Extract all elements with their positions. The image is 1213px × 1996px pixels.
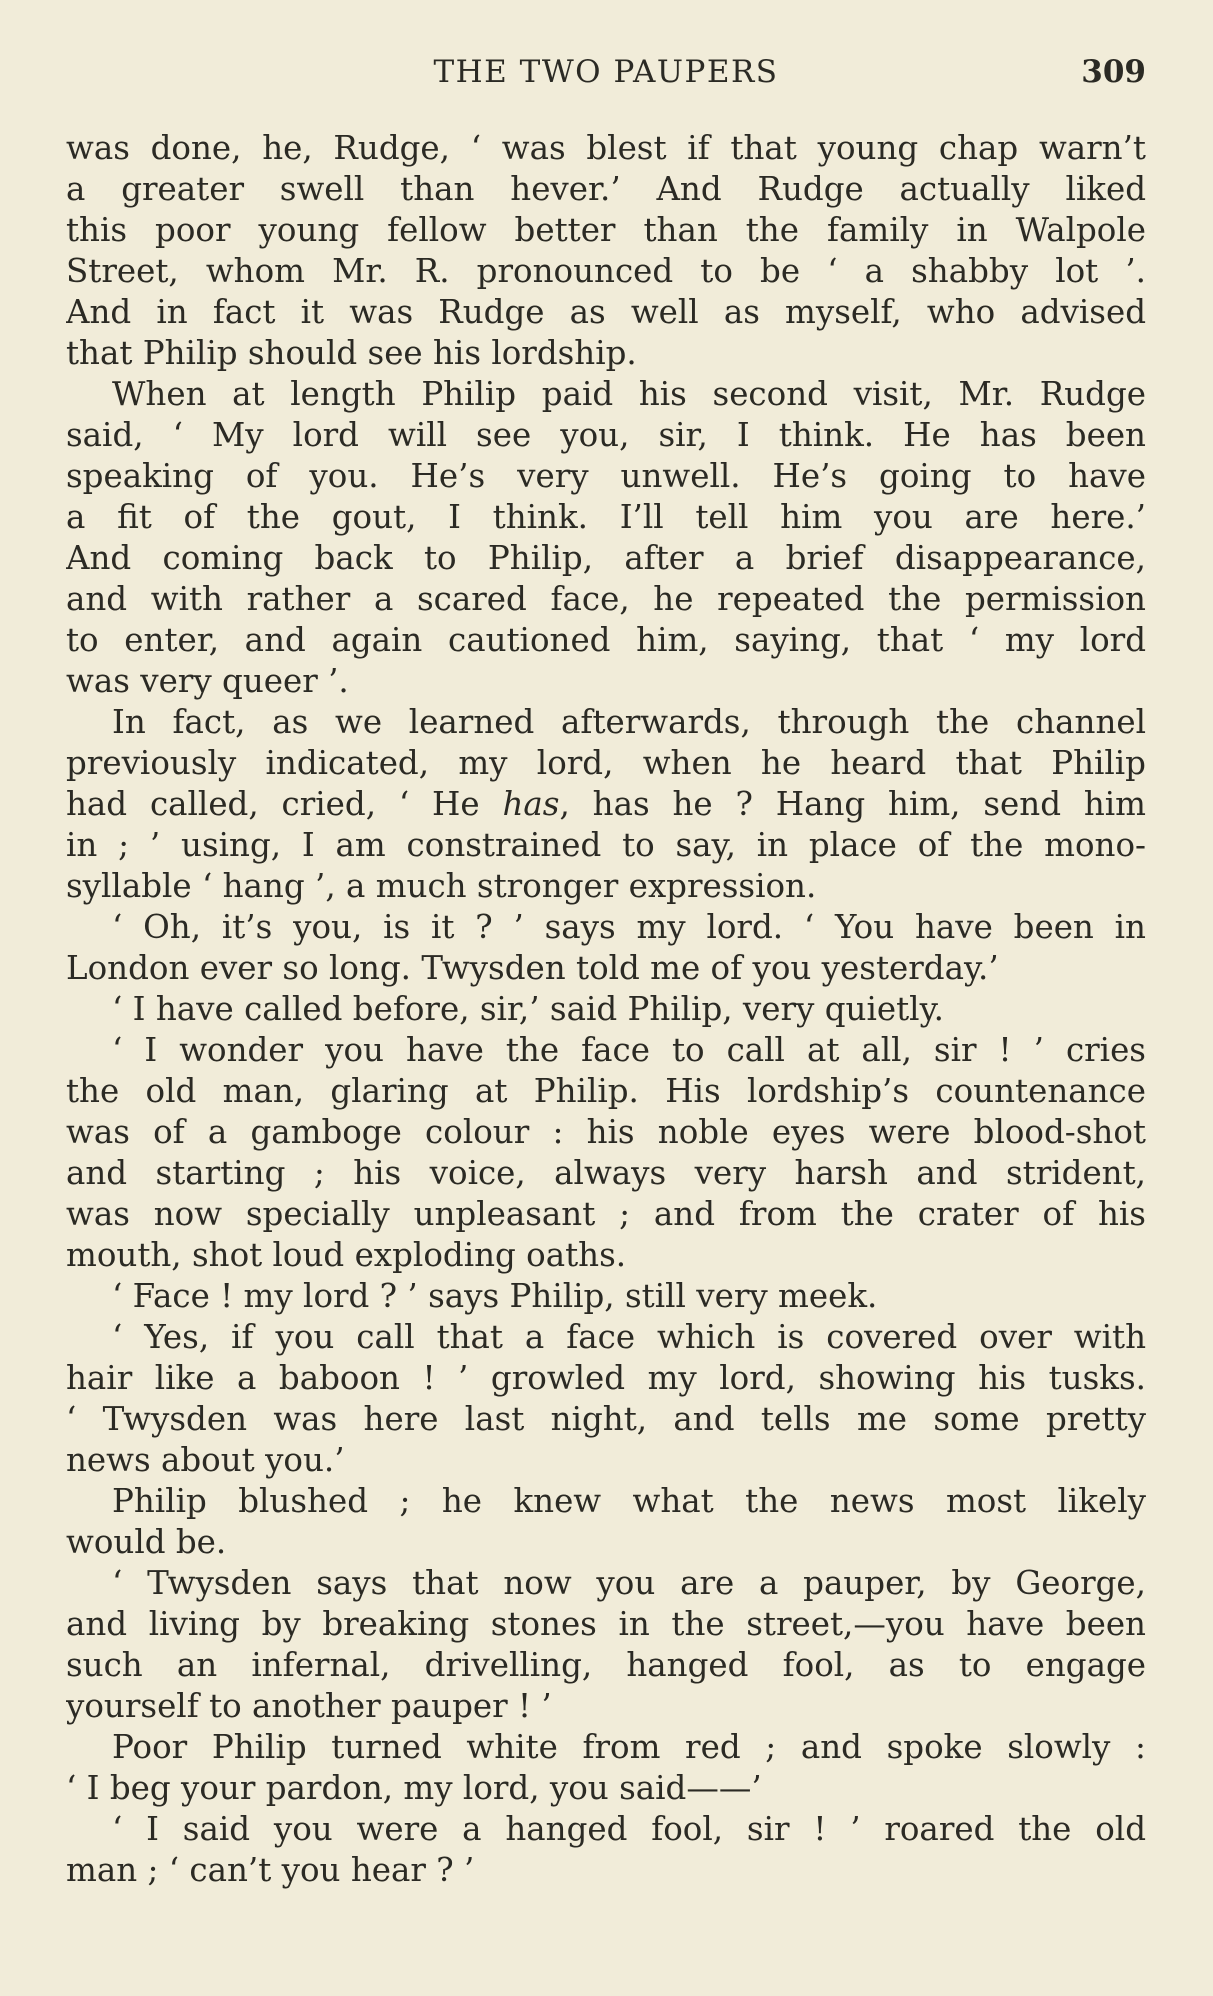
text-line: and living by breaking stones in the street,—you have been	[66, 1605, 1146, 1643]
text-line: was of a gamboge colour : his noble eyes were blood-shot	[66, 1113, 1146, 1151]
text-line: In fact, as we learned afterwards, through the channel	[112, 703, 1146, 741]
chapter-title: THE TWO PAUPERS	[433, 54, 779, 90]
text-line: such an infernal, drivelling, hanged fool, as to engage	[66, 1646, 1146, 1684]
text-line: was now specially unpleasant ; and from the crater of his	[66, 1195, 1146, 1233]
text-line: the old man, glaring at Philip. His lordship’s countenance	[66, 1072, 1146, 1110]
text-line: London ever so long. Twysden told me of you yesterday.’	[66, 949, 999, 987]
page-number: 309	[1081, 54, 1146, 90]
text-line: and starting ; his voice, always very harsh and strident,	[66, 1154, 1146, 1192]
body-text	[66, 128, 1146, 1891]
text-line: And coming back to Philip, after a brief disappearance,	[66, 539, 1146, 577]
text-line: news about you.’	[66, 1441, 345, 1479]
text-line: man ; ‘ can’t you hear ? ’	[66, 1851, 475, 1889]
text-line: ‘ Oh, it’s you, is it ? ’ says my lord. ‘ You have been in	[112, 908, 1146, 946]
text-line: ‘ I have called before, sir,’ said Philip, very quietly.	[112, 990, 944, 1028]
text-line: ‘ Yes, if you call that a face which is covered over with	[112, 1318, 1146, 1356]
text-line: hair like a baboon ! ’ growled my lord, showing his tusks.	[66, 1359, 1146, 1397]
text-line: Poor Philip turned white from red ; and spoke slowly :	[112, 1728, 1146, 1766]
text-line: said, ‘ My lord will see you, sir, I think. He has been	[66, 416, 1146, 454]
text-line: previously indicated, my lord, when he heard that Philip	[66, 744, 1146, 782]
text-line: And in fact it was Rudge as well as myself, who advised	[66, 293, 1146, 331]
text-line: When at length Philip paid his second visit, Mr. Rudge	[112, 375, 1146, 413]
text-line: a greater swell than hever.’ And Rudge actually liked	[66, 170, 1146, 208]
text-line: ‘ Twysden says that now you are a pauper, by George,	[112, 1564, 1146, 1602]
text-line: yourself to another pauper ! ’	[66, 1687, 552, 1725]
text-line: speaking of you. He’s very unwell. He’s going to have	[66, 457, 1146, 495]
text-line: would be.	[66, 1523, 227, 1561]
text-line: was done, he, Rudge, ‘ was blest if that young chap warn’t	[66, 129, 1146, 167]
text-line	[66, 784, 1146, 825]
text-line: in ; ’ using, I am constrained to say, in place of the mono-	[66, 826, 1146, 864]
text-line: mouth, shot loud exploding oaths.	[66, 1236, 627, 1274]
text-line: Philip blushed ; he knew what the news most likely	[112, 1482, 1146, 1520]
text-line: this poor young fellow better than the family in Walpole	[66, 211, 1146, 249]
text-line: a fit of the gout, I think. I’ll tell him you are here.’	[66, 498, 1146, 536]
text-line: ‘ Face ! my lord ? ’ says Philip, still very meek.	[112, 1277, 878, 1315]
emphasis-text: has	[502, 785, 560, 823]
text-line: syllable ‘ hang ’, a much stronger expression.	[66, 867, 817, 905]
text-line: was very queer ’.	[66, 662, 349, 700]
text-line: ‘ Twysden was here last night, and tells me some pretty	[66, 1400, 1146, 1438]
text-span: , has he ? Hang him, send him	[559, 785, 1146, 823]
text-span: had called, cried, ‘ He	[66, 785, 503, 823]
text-line: ‘ I wonder you have the face to call at all, sir ! ’ cries	[112, 1031, 1146, 1069]
text-line: ‘ I said you were a hanged fool, sir ! ’ roared the old	[112, 1810, 1146, 1848]
text-line: to enter, and again cautioned him, saying, that ‘ my lord	[66, 621, 1146, 659]
text-line: Street, whom Mr. R. pronounced to be ‘ a shabby lot ’.	[66, 252, 1146, 290]
running-head	[66, 50, 1146, 94]
text-line: ‘ I beg your pardon, my lord, you said——’	[66, 1769, 762, 1807]
text-line: and with rather a scared face, he repeated the permission	[66, 580, 1146, 618]
text-line: that Philip should see his lordship.	[66, 334, 637, 372]
